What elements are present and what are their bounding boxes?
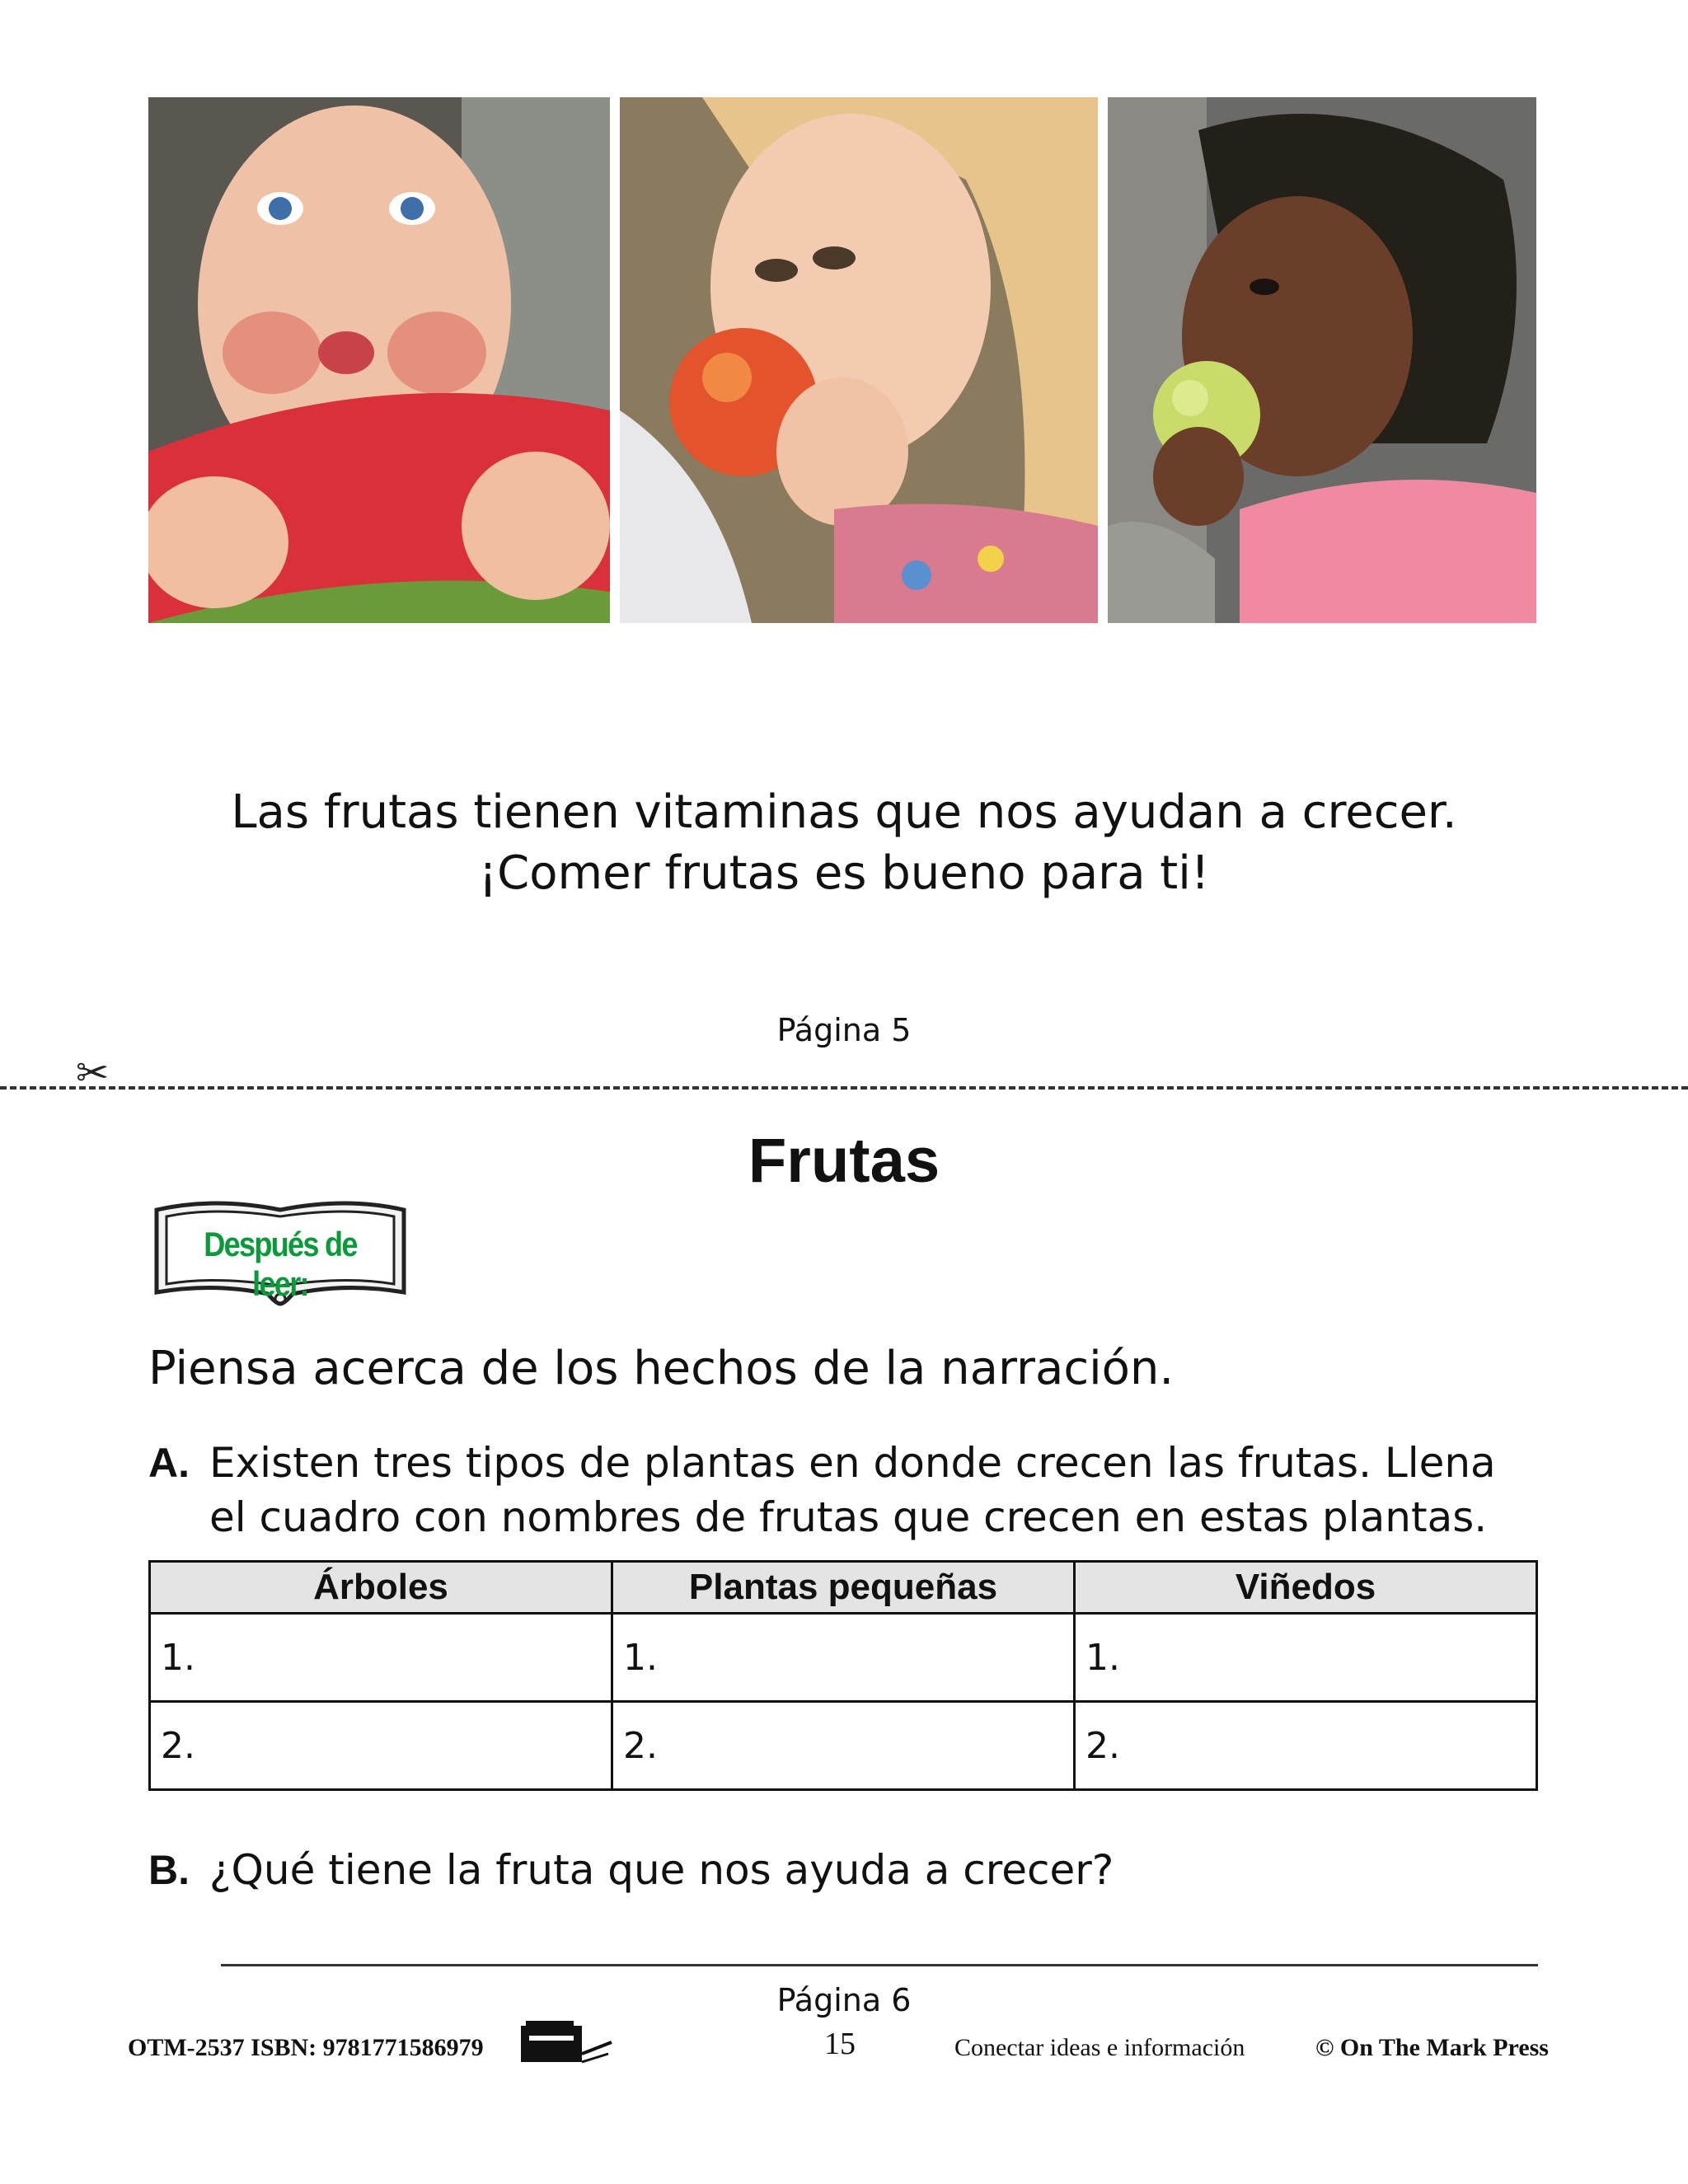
photo-girl-apple — [1108, 97, 1536, 623]
instruction-text: Piensa acerca de los hechos de la narración. — [148, 1342, 1175, 1395]
question-a-line-2: el cuadro con nombres de frutas que crecen en estas plantas. — [209, 1493, 1488, 1541]
answer-line[interactable] — [221, 1964, 1538, 1966]
question-b-text: ¿Qué tiene la fruta que nos ayuda a crecer? — [209, 1846, 1114, 1894]
badge-label: Después de leer: — [204, 1225, 357, 1303]
cut-line — [0, 1086, 1688, 1090]
question-a-letter: A. — [148, 1440, 190, 1486]
caption-line-1: Las frutas tienen vitaminas que nos ayudan a crecer. — [231, 785, 1457, 839]
question-a-line-1: Existen tres tipos de plantas en donde crecen las frutas. Llena — [209, 1439, 1496, 1487]
page-title: Frutas — [748, 1126, 940, 1196]
footer-copyright: © On The Mark Press — [1315, 2034, 1549, 2061]
answer-cell[interactable]: 2. — [1075, 1702, 1537, 1790]
photo-girl-peach — [620, 97, 1098, 623]
answer-cell[interactable]: 2. — [612, 1702, 1075, 1790]
answer-cell[interactable]: 1. — [1075, 1614, 1537, 1702]
table-row — [150, 1614, 1537, 1702]
footer-topic: Conectar ideas e información — [954, 2034, 1245, 2061]
page-number: 15 — [824, 2027, 856, 2061]
table-header-vineyards: Viñedos — [1075, 1562, 1537, 1614]
answer-cell[interactable]: 2. — [150, 1702, 612, 1790]
footer-isbn: OTM-2537 ISBN: 9781771586979 — [128, 2034, 484, 2061]
question-b — [148, 1846, 1114, 1894]
page-label-5: Página 5 — [776, 1012, 912, 1048]
question-b-letter: B. — [148, 1847, 190, 1893]
page-label-6: Página 6 — [776, 1982, 912, 2018]
photo-baby-watermelon — [148, 97, 610, 623]
after-reading-badge — [148, 1193, 412, 1309]
photocopier-icon — [518, 2018, 615, 2067]
table-row — [150, 1702, 1537, 1790]
caption-line-2: ¡Comer frutas es bueno para ti! — [478, 846, 1210, 900]
answer-cell[interactable]: 1. — [612, 1614, 1075, 1702]
answer-cell[interactable]: 1. — [150, 1614, 612, 1702]
question-a — [148, 1436, 1550, 1544]
scissors-icon: ✂ — [76, 1050, 110, 1096]
fruit-plants-table — [148, 1560, 1538, 1791]
table-header-trees: Árboles — [150, 1562, 612, 1614]
table-header-small-plants: Plantas pequeñas — [612, 1562, 1075, 1614]
